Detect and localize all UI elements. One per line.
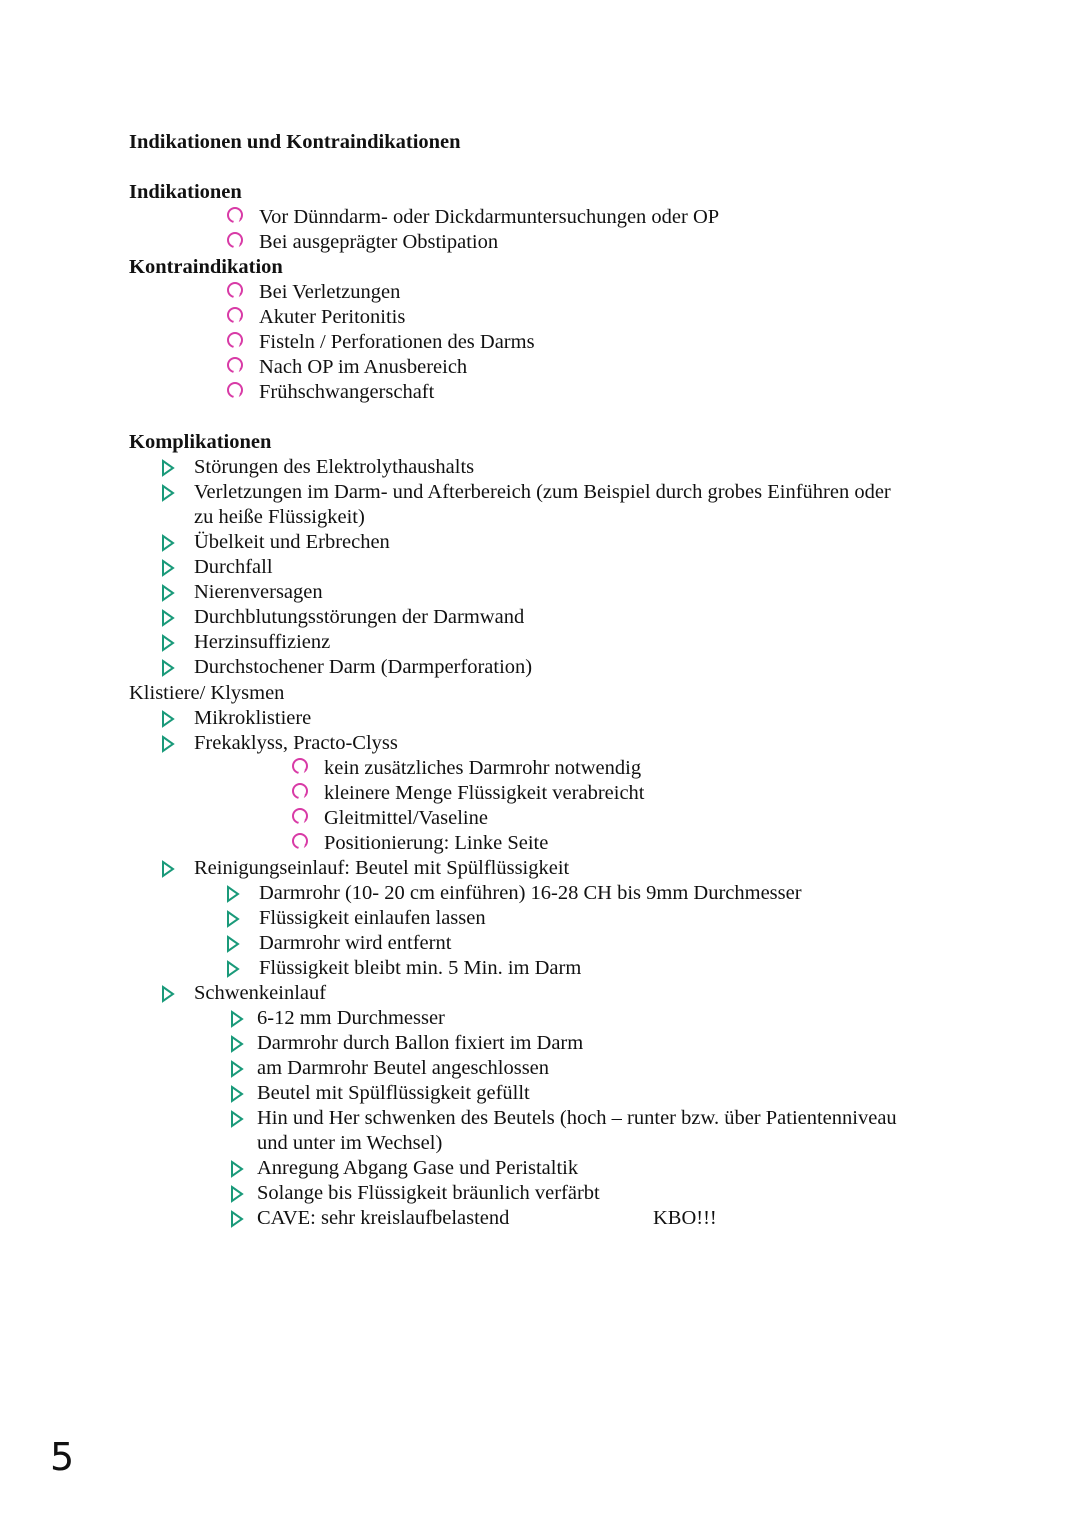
arrow-bullet-icon [226,935,240,953]
arrow-bullet-icon [230,1060,244,1078]
list-item: Nierenversagen [194,581,323,603]
list-item: Verletzungen im Darm- und Afterbereich (zum Beispiel durch grobes Einführen oder [194,481,891,503]
klistiere-heading: Klistiere/ Klysmen [129,682,285,704]
list-item: Reinigungseinlauf: Beutel mit Spülflüssigkeit [194,857,570,879]
list-item: Akuter Peritonitis [259,306,406,328]
list-item: Schwenkeinlauf [194,982,327,1004]
arrow-bullet-icon [226,960,240,978]
list-item: Solange bis Flüssigkeit bräunlich verfärbt [257,1182,600,1204]
list-item: kein zusätzliches Darmrohr notwendig [324,757,642,779]
circle-bullet-icon [227,382,243,398]
arrow-bullet-icon [230,1210,244,1228]
arrow-bullet-icon [161,609,175,627]
list-item: Durchblutungsstörungen der Darmwand [194,606,525,628]
list-item: Hin und Her schwenken des Beutels (hoch – runter bzw. über Patientenniveau [257,1107,897,1129]
list-item: Durchstochener Darm (Darmperforation) [194,656,533,678]
komplikationen-heading: Komplikationen [129,431,272,453]
arrow-bullet-icon [161,559,175,577]
list-item: Positionierung: Linke Seite [324,832,549,854]
indikationen-heading: Indikationen [129,181,242,203]
list-item: Darmrohr durch Ballon fixiert im Darm [257,1032,584,1054]
list-item: Nach OP im Anusbereich [259,356,468,378]
list-item: Fisteln / Perforationen des Darms [259,331,535,353]
list-item: Durchfall [194,556,273,578]
kontraindikation-heading: Kontraindikation [129,256,283,278]
arrow-bullet-icon [161,735,175,753]
circle-bullet-icon [227,307,243,323]
list-item: 6-12 mm Durchmesser [257,1007,445,1029]
arrow-bullet-icon [226,885,240,903]
circle-bullet-icon [292,808,308,824]
arrow-bullet-icon [161,659,175,677]
circle-bullet-icon [227,282,243,298]
circle-bullet-icon [227,332,243,348]
arrow-bullet-icon [230,1035,244,1053]
list-item: Übelkeit und Erbrechen [194,531,390,553]
list-item: Vor Dünndarm- oder Dickdarmuntersuchungen oder OP [259,206,720,228]
arrow-bullet-icon [161,484,175,502]
arrow-bullet-icon [230,1160,244,1178]
page-number: 5 [50,1435,75,1479]
list-item: Bei Verletzungen [259,281,401,303]
list-item: Frekaklyss, Practo-Clyss [194,732,398,754]
kbo-note: KBO!!! [653,1207,717,1229]
list-item: CAVE: sehr kreislaufbelastend [257,1207,510,1229]
list-item: Störungen des Elektrolythaushalts [194,456,475,478]
list-item: Beutel mit Spülflüssigkeit gefüllt [257,1082,530,1104]
circle-bullet-icon [292,758,308,774]
arrow-bullet-icon [161,459,175,477]
arrow-bullet-icon [230,1010,244,1028]
arrow-bullet-icon [230,1110,244,1128]
arrow-bullet-icon [161,985,175,1003]
arrow-bullet-icon [226,910,240,928]
circle-bullet-icon [292,783,308,799]
arrow-bullet-icon [161,710,175,728]
circle-bullet-icon [292,833,308,849]
list-item: Frühschwangerschaft [259,381,435,403]
list-item: Herzinsuffizienz [194,631,331,653]
list-item: Bei ausgeprägter Obstipation [259,231,499,253]
list-item: kleinere Menge Flüssigkeit verabreicht [324,782,645,804]
arrow-bullet-icon [161,634,175,652]
list-item-continuation: und unter im Wechsel) [257,1132,443,1154]
list-item: Flüssigkeit bleibt min. 5 Min. im Darm [259,957,582,979]
arrow-bullet-icon [230,1185,244,1203]
list-item-continuation: zu heiße Flüssigkeit) [194,506,365,528]
arrow-bullet-icon [161,584,175,602]
list-item: Anregung Abgang Gase und Peristaltik [257,1157,579,1179]
circle-bullet-icon [227,232,243,248]
arrow-bullet-icon [161,534,175,552]
arrow-bullet-icon [230,1085,244,1103]
page-title: Indikationen und Kontraindikationen [129,131,461,153]
circle-bullet-icon [227,207,243,223]
list-item: am Darmrohr Beutel angeschlossen [257,1057,550,1079]
arrow-bullet-icon [161,860,175,878]
list-item: Darmrohr (10- 20 cm einführen) 16-28 CH bis 9mm Durchmesser [259,882,802,904]
list-item: Mikroklistiere [194,707,312,729]
list-item: Darmrohr wird entfernt [259,932,452,954]
list-item: Flüssigkeit einlaufen lassen [259,907,486,929]
circle-bullet-icon [227,357,243,373]
list-item: Gleitmittel/Vaseline [324,807,488,829]
